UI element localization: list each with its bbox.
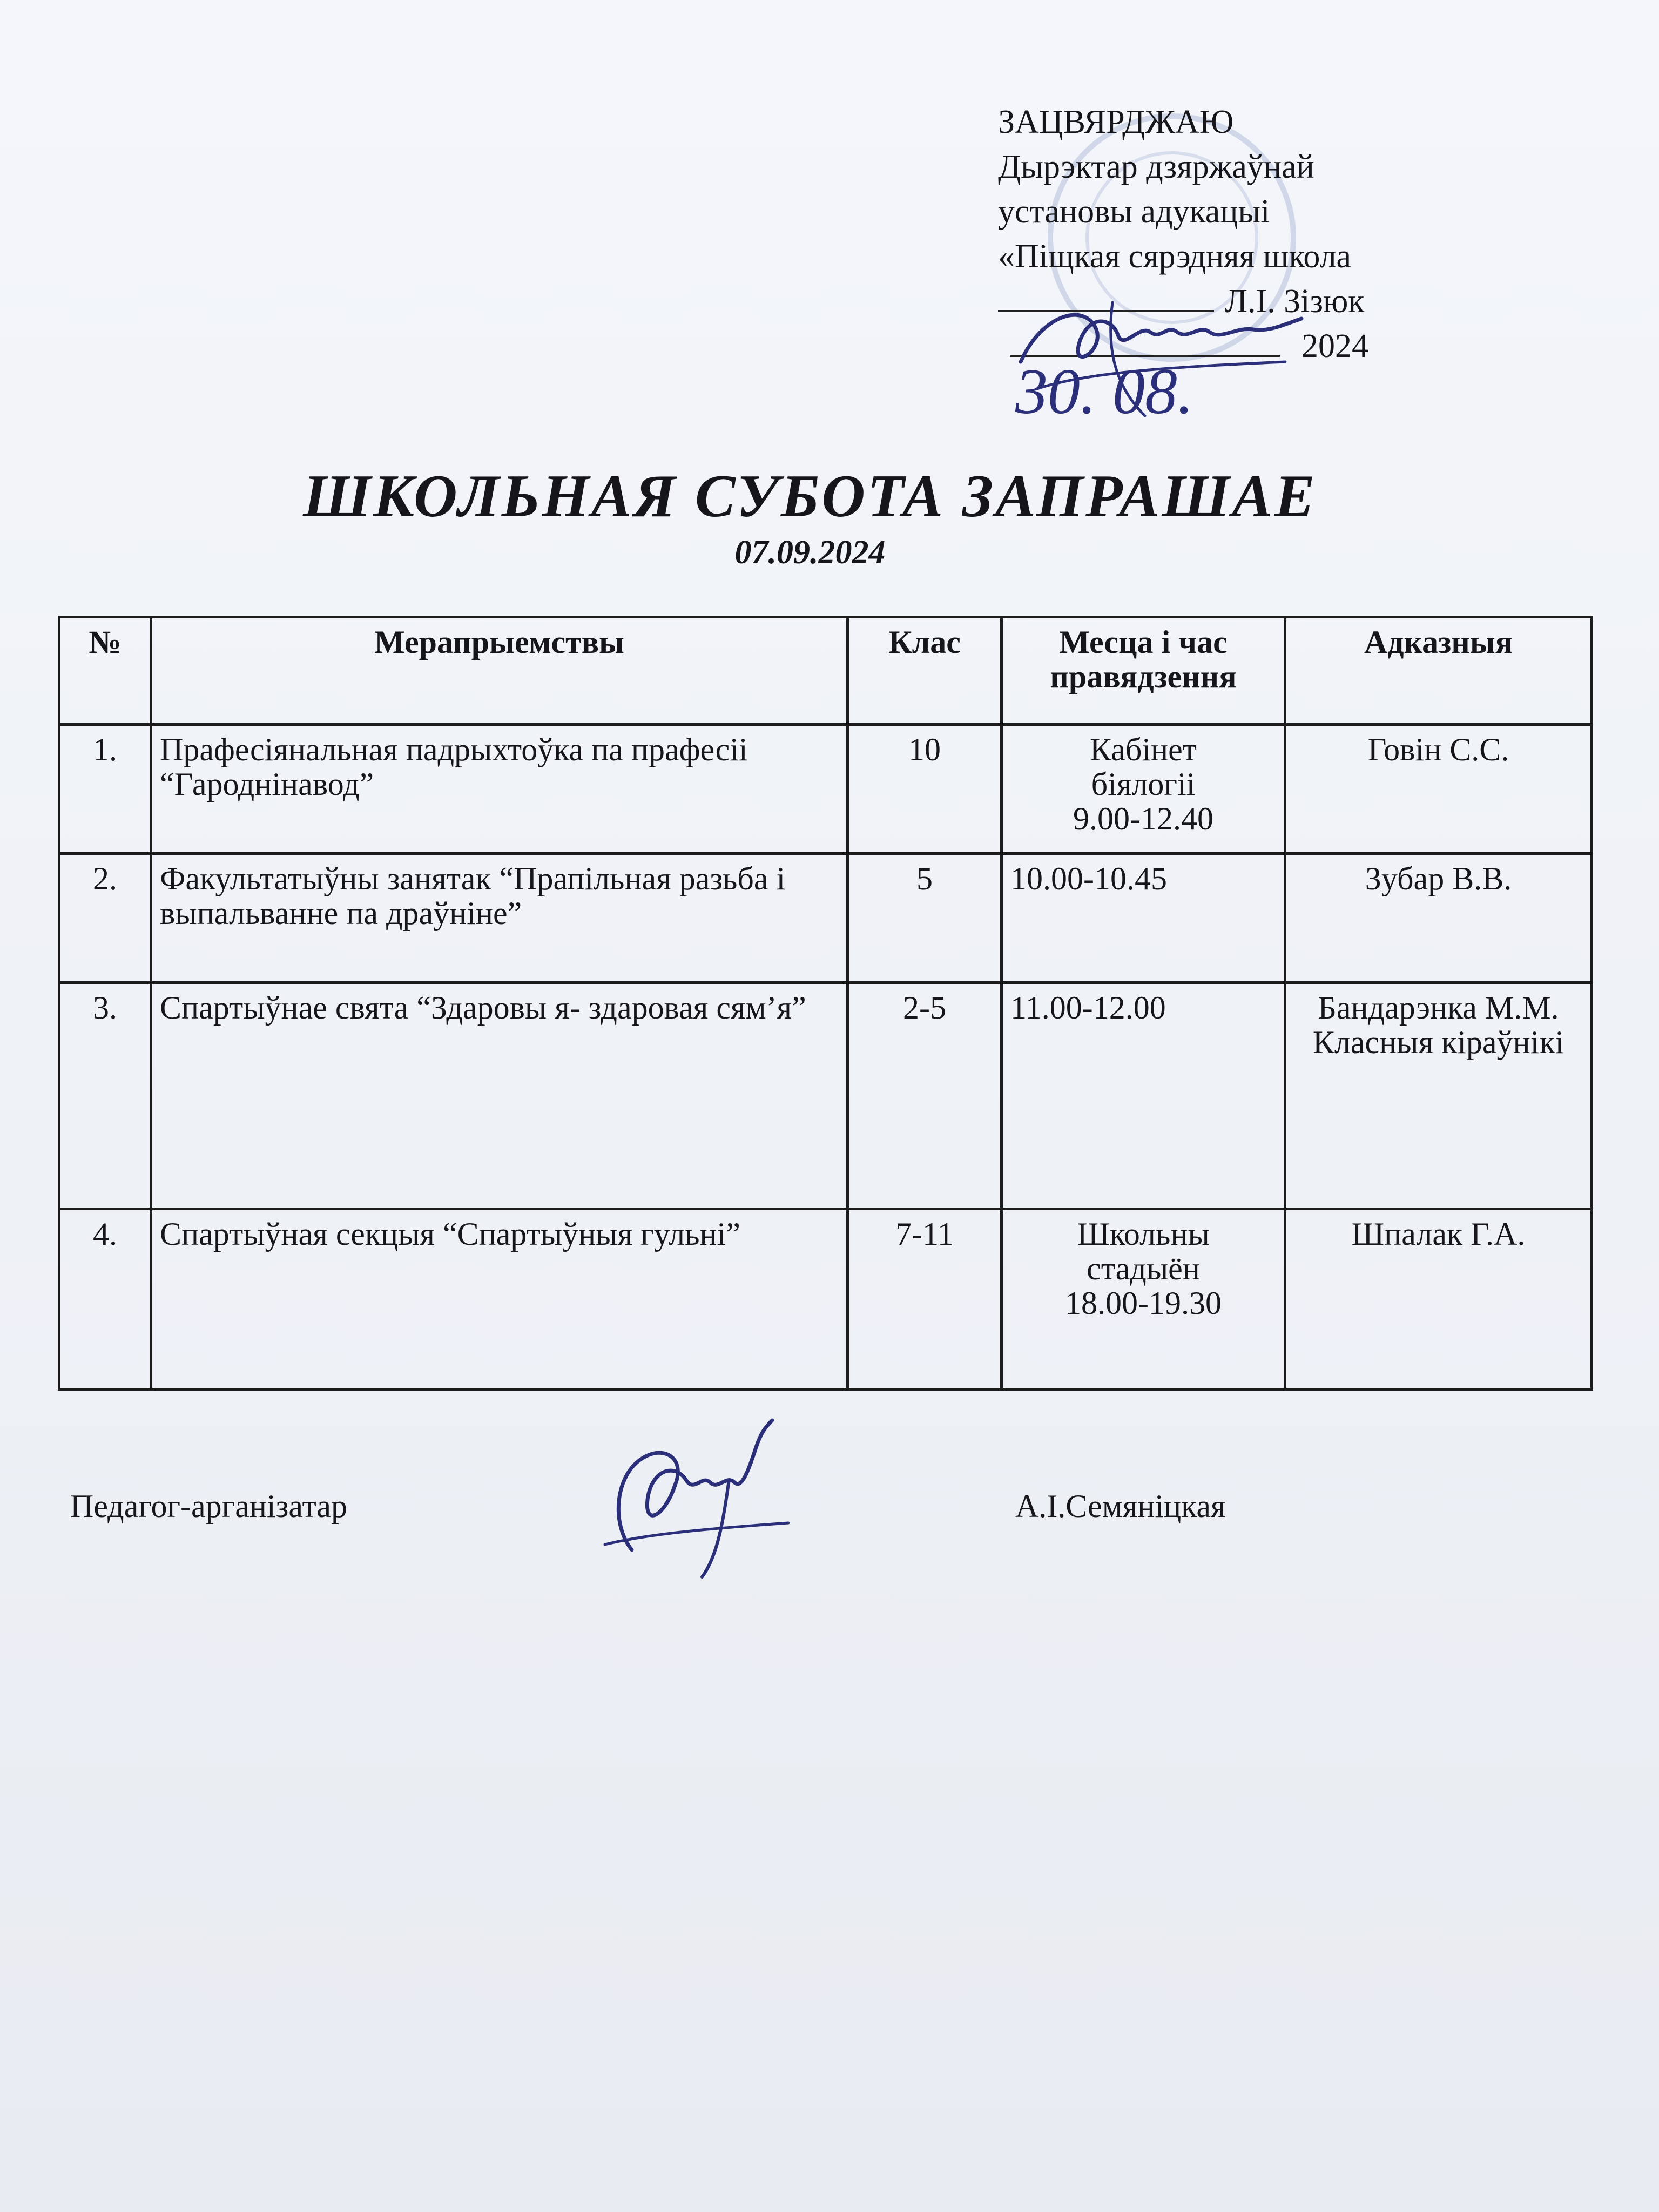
table-row bbox=[59, 725, 1592, 854]
footer-name: А.І.Семяніцкая bbox=[1015, 1488, 1226, 1524]
responsible-line: Класныя кіраўнікі bbox=[1312, 1024, 1564, 1060]
header-responsible: Адказныя bbox=[1285, 617, 1592, 725]
director-signature-icon bbox=[1004, 281, 1307, 421]
responsible-line: Бандарэнка М.М. bbox=[1318, 990, 1559, 1026]
row-num: 2. bbox=[59, 854, 151, 983]
events-table bbox=[58, 616, 1593, 1391]
approval-signer: Л.І. Зізюк bbox=[1225, 283, 1365, 320]
place-line: стадыён bbox=[1087, 1251, 1200, 1286]
table-row bbox=[59, 1209, 1592, 1390]
row-place-time bbox=[1002, 1209, 1285, 1390]
place-line: 10.00-10.45 bbox=[1010, 861, 1167, 896]
row-event: Факультатыўны занятак “Прапільная разьба і выпальванне па драўніне” bbox=[151, 854, 848, 983]
row-place-time bbox=[1002, 854, 1285, 983]
row-responsible bbox=[1285, 983, 1592, 1209]
header-event: Мерапрыемствы bbox=[151, 617, 848, 725]
row-responsible bbox=[1285, 1209, 1592, 1390]
header-num: № bbox=[59, 617, 151, 725]
header-place-time: Месца і час правядзення bbox=[1002, 617, 1285, 725]
row-event: Прафесіянальная падрыхтоўка па прафесіі “Гароднінавод” bbox=[151, 725, 848, 854]
table-row bbox=[59, 983, 1592, 1209]
row-class: 5 bbox=[848, 854, 1002, 983]
approval-line3: «Піщкая сярэдняя школа bbox=[998, 238, 1352, 275]
document-date: 07.09.2024 bbox=[734, 534, 886, 571]
row-num: 1. bbox=[59, 725, 151, 854]
row-place-time bbox=[1002, 725, 1285, 854]
responsible-line: Говін С.С. bbox=[1367, 732, 1509, 767]
handwritten-date: 30. 08. bbox=[1015, 355, 1193, 421]
responsible-line: Шпалак Г.А. bbox=[1351, 1216, 1526, 1252]
responsible-line: Зубар В.В. bbox=[1365, 861, 1512, 896]
row-num: 4. bbox=[59, 1209, 151, 1390]
table-row bbox=[59, 854, 1592, 983]
place-line: 9.00-12.40 bbox=[1073, 801, 1213, 837]
place-line: 11.00-12.00 bbox=[1010, 990, 1166, 1026]
place-line: біялогіі bbox=[1091, 766, 1196, 802]
row-class: 2-5 bbox=[848, 983, 1002, 1209]
row-class: 7-11 bbox=[848, 1209, 1002, 1390]
row-place-time bbox=[1002, 983, 1285, 1209]
row-event: Спартыўнае свята “Здаровы я- здаровая сям’я” bbox=[151, 983, 848, 1209]
organizer-signature-icon bbox=[594, 1415, 799, 1588]
approval-title: ЗАЦВЯРДЖАЮ bbox=[998, 104, 1234, 140]
approval-line2: установы адукацыі bbox=[998, 193, 1270, 230]
row-responsible bbox=[1285, 725, 1592, 854]
row-class: 10 bbox=[848, 725, 1002, 854]
approval-year: 2024 bbox=[1301, 328, 1368, 365]
table-header-row bbox=[59, 617, 1592, 725]
place-line: 18.00-19.30 bbox=[1065, 1285, 1222, 1321]
header-class: Клас bbox=[848, 617, 1002, 725]
document-title: ШКОЛЬНАЯ СУБОТА ЗАПРАШАЕ bbox=[303, 463, 1317, 530]
row-responsible bbox=[1285, 854, 1592, 983]
row-event: Спартыўная секцыя “Спартыўныя гульні” bbox=[151, 1209, 848, 1390]
place-line: Школьны bbox=[1077, 1216, 1210, 1252]
approval-line1: Дырэктар дзяржаўнай bbox=[998, 149, 1314, 185]
place-line: Кабінет bbox=[1089, 732, 1197, 767]
row-num: 3. bbox=[59, 983, 151, 1209]
footer-role: Педагог-арганізатар bbox=[70, 1488, 348, 1524]
